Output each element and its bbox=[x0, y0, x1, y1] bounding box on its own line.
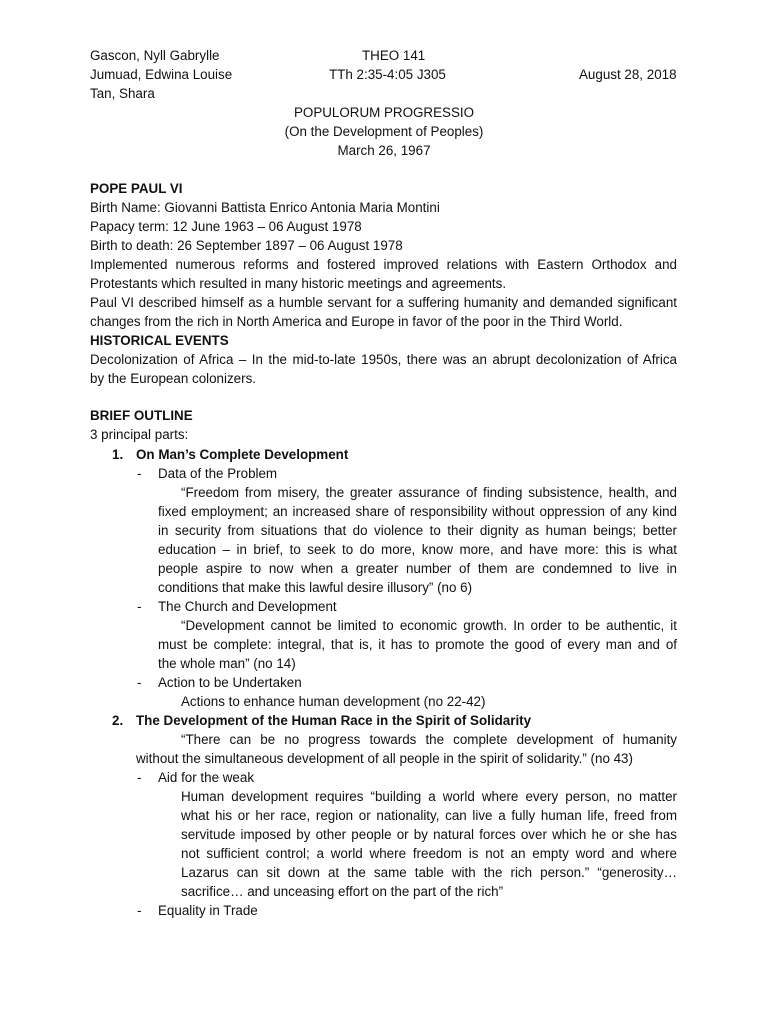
dash-bullet: - bbox=[137, 675, 142, 690]
quote-line: without the simultaneous development of all people in the spirit of solidarity.” (no 43) bbox=[136, 751, 633, 766]
course-code: THEO 141 bbox=[362, 48, 426, 63]
class-schedule: TTh 2:35-4:05 J305 bbox=[329, 67, 446, 82]
quote-line: the whole man” (no 14) bbox=[158, 656, 296, 671]
author-name: Gascon, Nyll Gabrylle bbox=[90, 48, 220, 63]
lifespan: Birth to death: 26 September 1897 – 06 August 1978 bbox=[90, 238, 403, 253]
dash-bullet: - bbox=[137, 903, 142, 918]
subsection-text-line: what his or her race, region or nationality, can live a fully human life, freed from bbox=[181, 808, 677, 823]
papacy-term: Papacy term: 12 June 1963 – 06 August 1978 bbox=[90, 219, 362, 234]
encyclical-date: March 26, 1967 bbox=[337, 143, 431, 158]
document-subtitle: (On the Development of Peoples) bbox=[284, 124, 484, 139]
subsection-text: Actions to enhance human development (no 22-42) bbox=[181, 694, 486, 709]
subsection-text-line: Human development requires “building a world where every person, no matter bbox=[181, 789, 677, 804]
section-heading-history: HISTORICAL EVENTS bbox=[90, 333, 229, 348]
paragraph-line: changes from the rich in North America and Europe in favor of the poor in the Third World. bbox=[90, 314, 623, 329]
dash-bullet: - bbox=[137, 466, 142, 481]
birth-name: Birth Name: Giovanni Battista Enrico Antonia Maria Montini bbox=[90, 200, 440, 215]
subsection-text-line: sacrifice… and unceasing effort on the part of the rich” bbox=[181, 884, 504, 899]
section-heading-outline: BRIEF OUTLINE bbox=[90, 408, 193, 423]
quote-line: people aspire to now when a greater number of them are condemned to live in bbox=[158, 561, 677, 576]
subsection-title: Action to be Undertaken bbox=[158, 675, 302, 690]
subsection-title: Equality in Trade bbox=[158, 903, 258, 918]
outline-intro: 3 principal parts: bbox=[90, 427, 189, 442]
dash-bullet: - bbox=[137, 770, 142, 785]
paragraph-line: by the European colonizers. bbox=[90, 371, 256, 386]
section-heading-pope: POPE PAUL VI bbox=[90, 181, 183, 196]
author-name: Tan, Shara bbox=[90, 86, 155, 101]
quote-line: education – in brief, to seek to do more, know more, and have more: this is what bbox=[158, 542, 677, 557]
subsection-text-line: not sufficient control; a world where freedom is not an empty word and where bbox=[181, 846, 677, 861]
quote-line: “There can be no progress towards the complete development of humanity bbox=[181, 732, 677, 747]
paragraph-line: Implemented numerous reforms and fostered improved relations with Eastern Orthodox and bbox=[90, 257, 677, 272]
document-date: August 28, 2018 bbox=[579, 67, 677, 82]
quote-line: fixed employment; an increased share of responsibility without oppression of any kind bbox=[158, 504, 677, 519]
quote-line: in security from situations that do violence to their dignity as human beings; better bbox=[158, 523, 677, 538]
part-title: The Development of the Human Race in the Spirit of Solidarity bbox=[136, 713, 532, 728]
quote-line: conditions that make this lawful desire illusory” (no 6) bbox=[158, 580, 473, 595]
paragraph-line: Protestants which resulted in many historic meetings and agreements. bbox=[90, 276, 507, 291]
subsection-text-line: servitude imposed by other people or by natural forces over which he or she has bbox=[181, 827, 677, 842]
subsection-title: The Church and Development bbox=[158, 599, 337, 614]
document-title: POPULORUM PROGRESSIO bbox=[293, 105, 475, 120]
quote-line: must be complete: integral, that is, it has to promote the good of every man and of bbox=[158, 637, 677, 652]
dash-bullet: - bbox=[137, 599, 142, 614]
list-number: 2. bbox=[112, 713, 124, 728]
paragraph-line: Decolonization of Africa – In the mid-to-late 1950s, there was an abrupt decolonization of Africa bbox=[90, 352, 677, 367]
quote-line: “Development cannot be limited to economic growth. In order to be authentic, it bbox=[181, 618, 677, 633]
paragraph-line: Paul VI described himself as a humble servant for a suffering humanity and demanded significant bbox=[90, 295, 677, 310]
part-title: On Man’s Complete Development bbox=[136, 447, 349, 462]
subsection-text-line: Lazarus can sit down at the same table with the rich person.” “generosity… bbox=[181, 865, 677, 880]
quote-line: “Freedom from misery, the greater assurance of finding subsistence, health, and bbox=[181, 485, 677, 500]
subsection-title: Data of the Problem bbox=[158, 466, 278, 481]
subsection-title: Aid for the weak bbox=[158, 770, 255, 785]
list-number: 1. bbox=[112, 447, 124, 462]
author-name: Jumuad, Edwina Louise bbox=[90, 67, 233, 82]
